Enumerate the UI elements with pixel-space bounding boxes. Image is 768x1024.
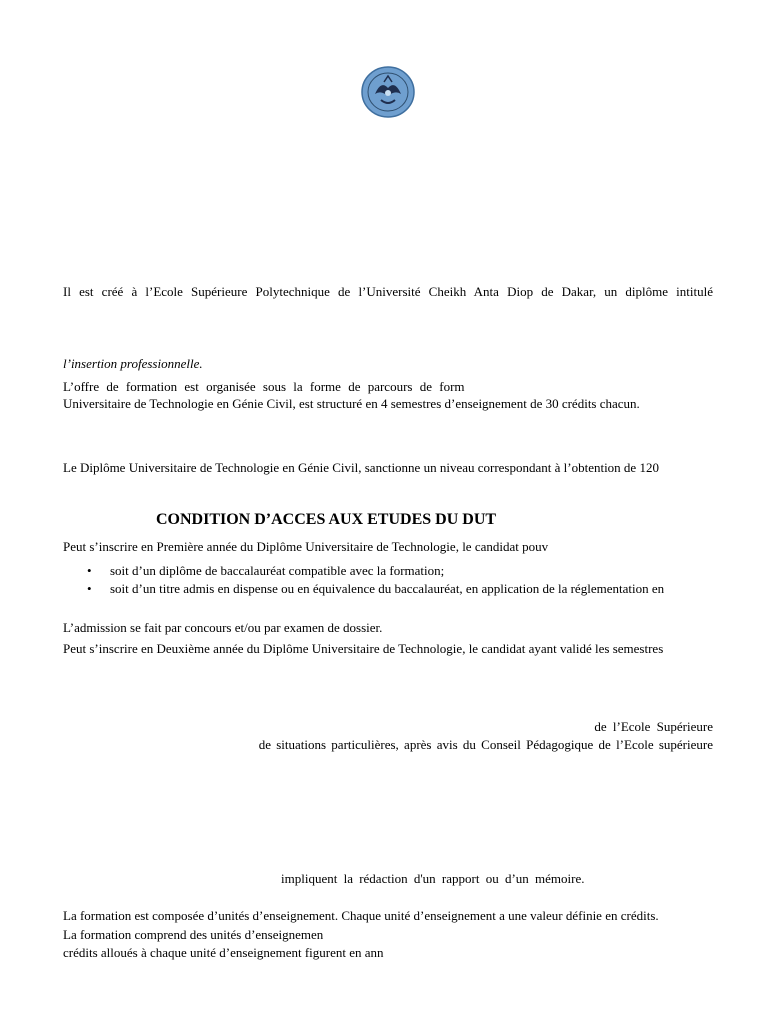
- paragraph-offre-line-2: Universitaire de Technologie en Génie Civil, est structuré en 4 semestres d’enseignement de 30 crédits chacun.: [63, 396, 640, 411]
- deuxieme-annee-text: Peut s’inscrire en Deuxième année du Diplôme Universitaire de Technologie, le candidat ayant validé les semestres: [63, 641, 664, 656]
- formation-line-1: La formation est composée d’unités d’enseignement. Chaque unité d’enseignement a une valeur définie en crédits.: [63, 908, 659, 923]
- bullet-item: soit d’un diplôme de baccalauréat compatible avec la formation;: [110, 563, 445, 578]
- situations-fragment: de situations particulières, après avis du Conseil Pédagogique de l’Ecole supérieure: [258, 737, 713, 752]
- paragraph-sanction: Le Diplôme Universitaire de Technologie en Génie Civil, sanctionne un niveau correspondant à l’obtention de 120: [63, 460, 659, 475]
- paragraph-insertion: l’insertion professionnelle.: [63, 356, 203, 371]
- university-seal-icon: [361, 66, 415, 118]
- conditions-intro: Peut s’inscrire en Première année du Diplôme Universitaire de Technologie, le candidat pouv: [63, 539, 549, 554]
- paragraph-offre-line-1: L’offre de formation est organisée sous la forme de parcours de form: [63, 379, 465, 394]
- rapport-fragment: impliquent la rédaction d'un rapport ou d’un mémoire.: [281, 871, 585, 886]
- bullet-marker: •: [87, 563, 92, 578]
- bullet-item: soit d’un titre admis en dispense ou en équivalence du baccalauréat, en application de la réglementation en: [110, 581, 665, 596]
- formation-line-3: crédits alloués à chaque unité d’enseignement figurent en ann: [63, 945, 384, 960]
- bullet-marker: •: [87, 581, 92, 596]
- ecole-fragment: de l’Ecole Supérieure: [594, 719, 713, 734]
- section-heading: CONDITION D’ACCES AUX ETUDES DU DUT: [156, 511, 497, 528]
- paragraph-intro: Il est créé à l’Ecole Supérieure Polytechnique de l’Université Cheikh Anta Diop de Dakar, un diplôme intitulé: [63, 284, 713, 299]
- admission-text: L’admission se fait par concours et/ou par examen de dossier.: [63, 620, 383, 635]
- formation-line-2: La formation comprend des unités d’enseignemen: [63, 927, 324, 942]
